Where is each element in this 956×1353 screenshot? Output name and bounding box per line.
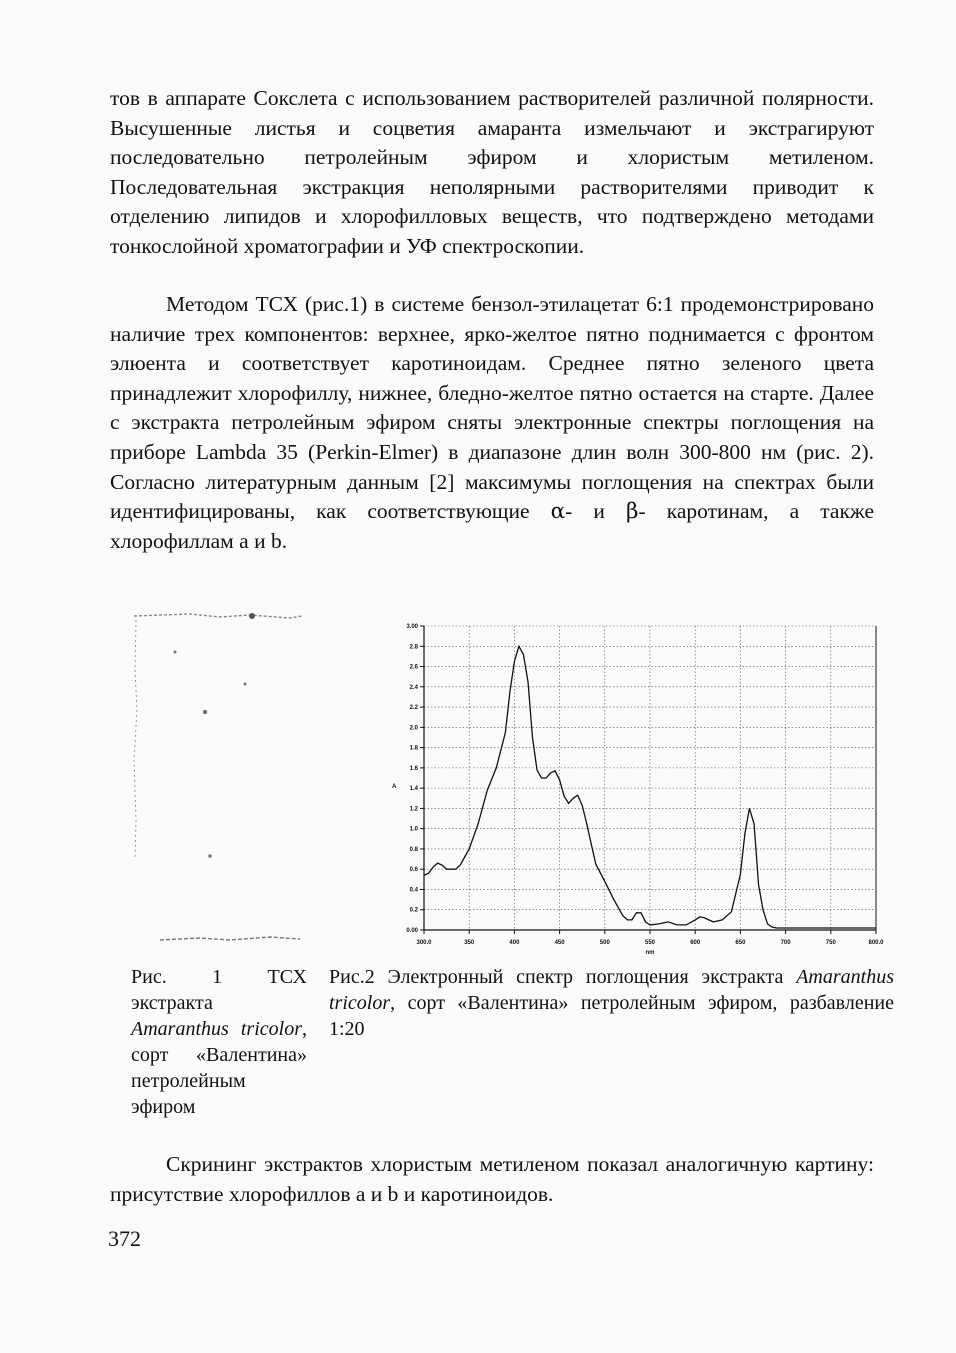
y-tick-label: 2.6 — [409, 664, 418, 671]
figure1-caption — [131, 964, 307, 1120]
x-tick-label: 650 — [735, 940, 746, 946]
y-tick-label: 1.6 — [409, 765, 418, 772]
paragraph-tlc-text: Методом ТСХ (рис.1) в системе бензол-этилацетат 6:1 продемонстрировано наличие трех компонентов: верхнее, ярко-желтое пятно поднимается с фронтом элюента и соответствует каротиноидам. Среднее пятно зеленого цвета принадлежит хлорофиллу, нижнее, бледно-желтое пятно остается на старте. Далее с экстракта петролейным эфиром сняты электронные спектры поглощения на приборе Lambda 35 (Perkin-Elmer) в диапазоне длин волн 300-800 нм (рис. 2). Согласно литературным данным [2] максимумы поглощения на спектрах были идентифицированы, как соответствующие — [110, 292, 874, 524]
x-tick-label: 500 — [599, 940, 610, 946]
paragraph-tlc-text-3: - каротинам, а также хлорофиллам а и b. — [110, 499, 875, 553]
paragraph-screening: Скрининг экстрактов хлористым метиленом показал аналогичную картину: присутствие хлорофиллов а и b и каротиноидов. — [110, 1152, 874, 1206]
y-tick-label: 2.0 — [409, 725, 418, 732]
beta-symbol: β — [626, 499, 639, 525]
x-tick-label: 550 — [644, 940, 656, 946]
paragraph-intro: тов в аппарате Сокслета с использованием растворителей различной полярности. Высушенные листья и соцветия амаранта измельчают и экстрагируют последовательно петролейным эфиром и хлористым метиленом. Последовательная экстракция неполярными растворителями приводит к отделению липидов и хлорофилловых веществ, что подтверждено методами тонкослойной хроматографии и УФ спектроскопии. — [110, 86, 874, 258]
y-tick-label: 1.8 — [409, 745, 418, 752]
x-axis-label: nm — [645, 950, 655, 956]
y-tick-label: 3.00 — [406, 624, 418, 630]
figure1-caption-text-2: , сорт «Валентина» петролейным эфиром — [131, 1018, 307, 1118]
tlc-edge-line — [134, 620, 137, 860]
y-axis-label: A — [392, 784, 397, 790]
y-tick-label: 0.8 — [409, 846, 418, 853]
tlc-speck — [174, 651, 177, 654]
tlc-speck — [208, 854, 212, 858]
y-tick-label: 0.2 — [409, 907, 418, 914]
paragraph-tlc-text-2: - и — [565, 499, 627, 524]
x-tick-label: 350 — [464, 940, 475, 946]
x-tick-labels — [416, 940, 884, 946]
x-tick-label: 800.0 — [868, 940, 884, 946]
paragraph-tlc-spectra — [110, 290, 874, 556]
x-tick-label: 750 — [825, 940, 836, 946]
x-tick-label: 450 — [554, 940, 565, 946]
y-tick-label: 0.00 — [406, 928, 418, 934]
tlc-spot-middle — [203, 710, 207, 714]
y-tick-labels — [406, 624, 418, 934]
figure2-caption-text-2: , сорт «Валентина» петролейным эфиром, разбавление 1:20 — [329, 992, 894, 1040]
x-tick-label: 600 — [690, 940, 701, 946]
tlc-speck — [244, 683, 247, 686]
chart-grid — [420, 626, 876, 934]
figure2-caption-species: Amaranthus tricolor — [329, 966, 894, 1014]
y-tick-label: 2.4 — [409, 684, 418, 691]
tlc-start-line — [160, 937, 300, 940]
y-tick-label: 1.4 — [409, 786, 418, 793]
x-tick-label: 700 — [780, 940, 791, 946]
y-tick-label: 1.2 — [409, 806, 418, 813]
y-tick-label: 2.2 — [409, 705, 418, 712]
x-tick-label: 300.0 — [416, 940, 432, 946]
tlc-front-line — [134, 614, 302, 618]
figure2-caption — [329, 964, 894, 1042]
y-tick-label: 1.0 — [409, 826, 418, 833]
y-tick-label: 0.4 — [409, 887, 418, 894]
figure2-caption-text: Рис.2 Электронный спектр поглощения экстракта — [329, 966, 797, 988]
alpha-symbol: α — [550, 499, 566, 525]
tlc-spot-top — [249, 613, 255, 619]
x-tick-label: 400 — [509, 940, 520, 946]
y-tick-label: 0.6 — [409, 867, 418, 874]
figure1-caption-text: Рис. 1 ТСХ экстракта — [131, 966, 307, 1014]
page-number: 372 — [108, 1226, 141, 1251]
y-tick-label: 2.8 — [409, 644, 418, 651]
absorption-spectrum-chart — [366, 612, 896, 962]
figure1-caption-species: Amaranthus tricolor — [131, 1018, 302, 1040]
tlc-plate-image — [130, 610, 308, 946]
